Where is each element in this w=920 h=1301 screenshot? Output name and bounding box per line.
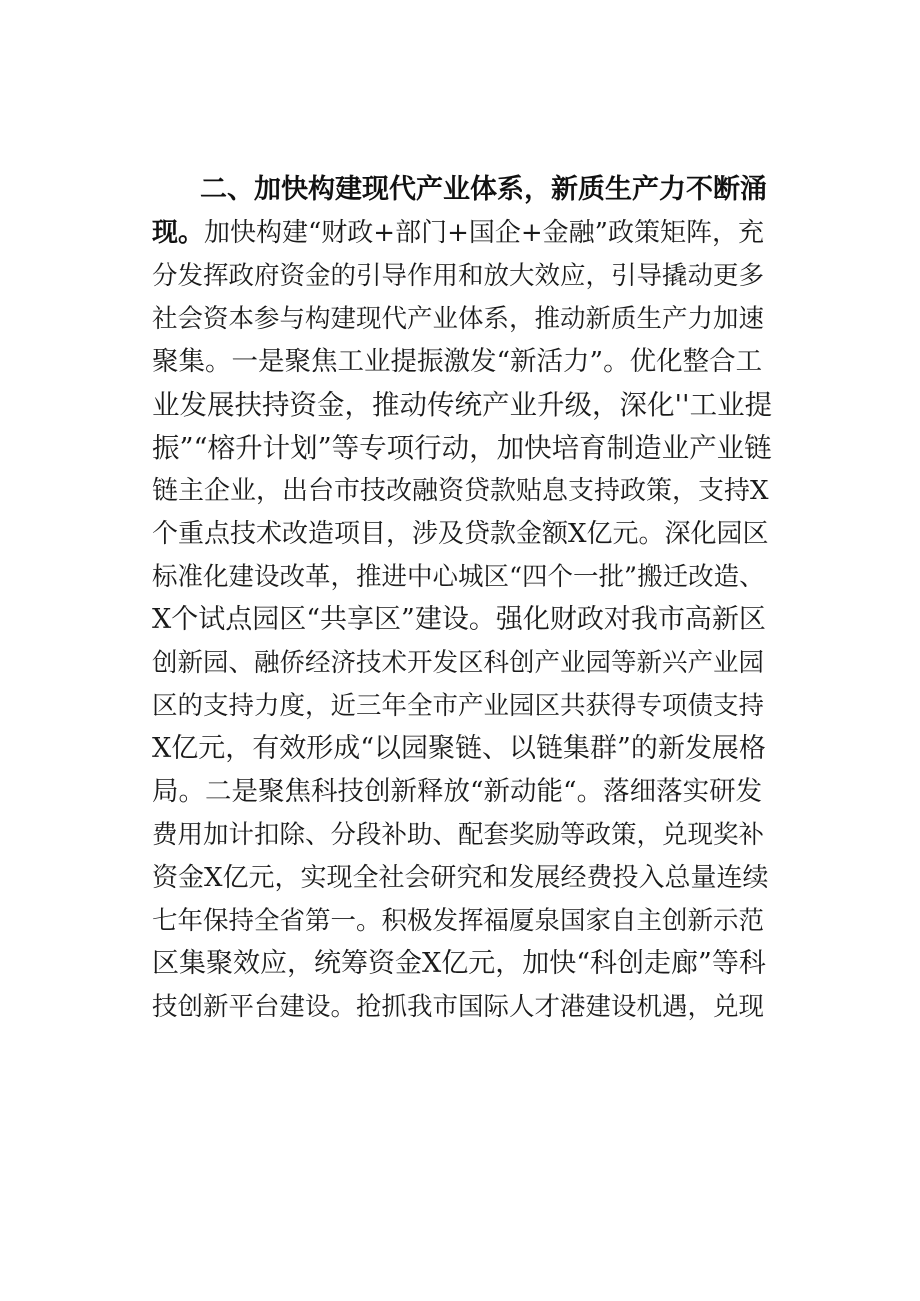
paragraph-line — [152, 213, 772, 253]
paragraph-line: 社会资本参与构建现代产业体系，推动新质生产力加速 — [152, 304, 765, 334]
paragraph-line: 聚集。一是聚焦工业提振激发“新活力”。优化整合工 — [152, 346, 763, 377]
paragraph-line: 业发展扶持资金，推动传统产业升级，深化''工业提 — [152, 389, 772, 421]
paragraph-line: 创新园、融侨经济技术开发区科创产业园等新兴产业园 — [152, 648, 765, 678]
body-text: 加快构建“财政+部门+国企+金融”政策矩阵，充 — [204, 218, 764, 248]
heading-text: 二、加快构建现代产业体系，新质生产力不断涌 — [200, 174, 767, 205]
heading-text-end: 现。 — [152, 218, 205, 248]
paragraph-line: 七年保持全省第一。积极发挥福厦泉国家自主创新示范 — [152, 906, 765, 936]
paragraph-line: 费用加计扣除、分段补助、配套奖励等政策，兑现奖补 — [152, 820, 765, 850]
section-heading — [200, 170, 772, 210]
paragraph-line: 个重点技术改造项目，涉及贷款金额X亿元。深化园区 — [152, 519, 769, 549]
paragraph-line: 振”“榕升计划”等专项行动，加快培育制造业产业链 — [152, 432, 772, 464]
paragraph-line: 资金X亿元，实现全社会研究和发展经费投入总量连续 — [152, 863, 769, 893]
paragraph-line: 区集聚效应，统筹资金X亿元，加快“科创走廊”等科 — [152, 948, 766, 979]
paragraph-line: 区的支持力度，近三年全市产业园区共获得专项债支持 — [152, 691, 765, 721]
paragraph-line: X个试点园区“共享区”建设。强化财政对我市高新区 — [152, 604, 766, 635]
paragraph-line: 技创新平台建设。抢抓我市国际人才港建设机遇，兑现 — [152, 992, 765, 1022]
paragraph-line: 链主企业，出台市技改融资贷款贴息支持政策，支持X — [152, 476, 769, 506]
paragraph-line: 分发挥政府资金的引导作用和放大效应，引导撬动更多 — [152, 261, 765, 291]
paragraph-line: X亿元，有效形成“以园聚链、以链集群”的新发展格 — [152, 733, 766, 764]
paragraph-line: 局。二是聚焦科技创新释放“新动能“。落细落实研发 — [152, 776, 763, 807]
paragraph-line: 标准化建设改革，推进中心城区“四个一批”搬迁改造、 — [152, 562, 765, 592]
